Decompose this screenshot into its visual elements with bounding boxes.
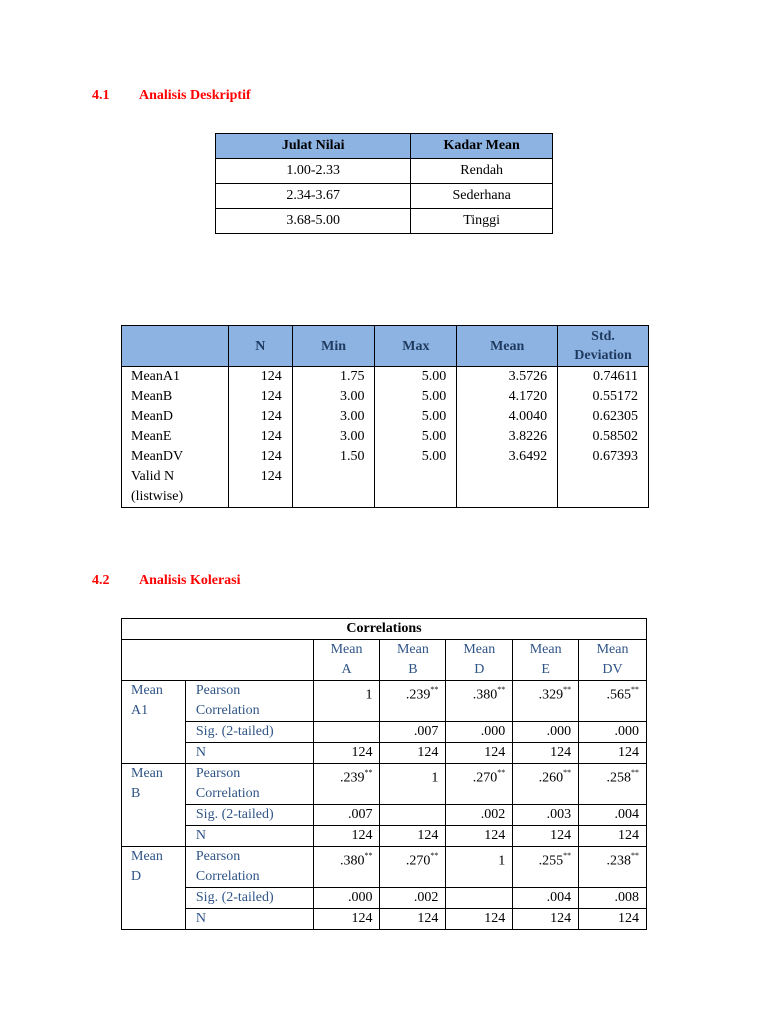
sig-cell: .000: [446, 722, 513, 743]
row-label: [122, 764, 186, 847]
table-row: [122, 888, 647, 909]
significance-marker: **: [563, 851, 572, 860]
correlation-cell: [380, 764, 446, 805]
column-header: [579, 640, 647, 681]
statistic-label: N: [185, 743, 313, 764]
significance-marker: **: [563, 685, 572, 694]
correlation-value: .239: [339, 770, 365, 786]
table-row: [122, 909, 647, 930]
sig-cell: [313, 722, 380, 743]
table-row: [216, 209, 553, 234]
table-header-row: [216, 134, 553, 159]
table-cell: 3.68-5.00: [216, 209, 411, 234]
column-header: [122, 326, 229, 367]
descriptive-stats-table: [121, 325, 649, 508]
correlation-value: .565: [606, 687, 631, 703]
row-label: [122, 681, 186, 764]
header-line: Std.: [591, 329, 615, 344]
n-cell: 124: [313, 743, 380, 764]
n-cell: 124: [446, 826, 513, 847]
significance-marker: **: [631, 851, 639, 860]
sig-cell: .002: [380, 888, 446, 909]
n-cell: 124: [313, 826, 380, 847]
correlation-cell: [446, 847, 513, 888]
n-cell: 124: [446, 909, 513, 930]
table-cell: Sederhana: [411, 184, 553, 209]
significance-marker: **: [364, 768, 373, 777]
table-cell: 124: [228, 447, 292, 467]
mean-level-table: [215, 133, 553, 234]
correlation-value: .238: [606, 853, 631, 869]
table-cell: 124: [228, 427, 292, 447]
row-label-line: Mean: [131, 766, 163, 781]
column-header: Kadar Mean: [411, 134, 553, 159]
correlation-value: .258: [606, 770, 631, 786]
n-cell: 124: [579, 743, 647, 764]
row-label: [122, 467, 229, 508]
table-row: [216, 184, 553, 209]
sig-cell: .004: [579, 805, 647, 826]
significance-marker: **: [497, 685, 506, 694]
significance-marker: **: [563, 768, 572, 777]
table-row: [122, 826, 647, 847]
table-row: [122, 447, 649, 467]
sig-cell: [446, 888, 513, 909]
significance-marker: **: [497, 768, 506, 777]
correlation-value: 1: [498, 853, 506, 869]
row-label: MeanDV: [122, 447, 229, 467]
header-line: Mean: [463, 642, 496, 657]
sig-cell: .000: [579, 722, 647, 743]
table-row: [122, 681, 647, 722]
statistic-label-line: Pearson: [195, 849, 241, 864]
table-cell: Tinggi: [411, 209, 553, 234]
statistic-label: Sig. (2-tailed): [185, 722, 313, 743]
correlation-cell: [446, 764, 513, 805]
table-cell: 0.55172: [558, 387, 649, 407]
row-label-line: (listwise): [131, 489, 184, 504]
correlation-cell: [513, 764, 579, 805]
section-title: Analisis Kolerasi: [139, 573, 241, 588]
table-cell: 124: [228, 467, 292, 508]
significance-marker: **: [631, 685, 639, 694]
section-number: 4.1: [92, 88, 110, 103]
table-cell: 124: [228, 387, 292, 407]
header-line: DV: [602, 662, 623, 677]
correlation-cell: [380, 847, 446, 888]
column-header: [313, 640, 380, 681]
table-cell: 3.6492: [457, 447, 558, 467]
correlation-cell: [579, 847, 647, 888]
sig-cell: .004: [513, 888, 579, 909]
header-line: D: [474, 662, 485, 677]
correlation-value: .260: [538, 770, 564, 786]
statistic-label: Sig. (2-tailed): [185, 805, 313, 826]
row-label-line: D: [131, 869, 142, 884]
n-cell: 124: [380, 909, 446, 930]
sig-cell: .007: [380, 722, 446, 743]
statistic-label-line: Correlation: [195, 703, 260, 718]
statistic-label-line: Correlation: [195, 786, 260, 801]
statistic-label: [185, 681, 313, 722]
table-row: [122, 722, 647, 743]
correlation-cell: [446, 681, 513, 722]
table-cell: 3.00: [292, 407, 375, 427]
significance-marker: **: [430, 851, 439, 860]
n-cell: 124: [579, 826, 647, 847]
table-row: [122, 427, 649, 447]
column-header: Julat Nilai: [216, 134, 411, 159]
table-cell: 1.00-2.33: [216, 159, 411, 184]
table-row: [122, 805, 647, 826]
correlation-cell: [313, 681, 380, 722]
row-label-line: Valid N: [131, 469, 175, 484]
table-cell: 3.00: [292, 427, 375, 447]
table-row: [122, 407, 649, 427]
statistic-label-line: Pearson: [195, 683, 241, 698]
row-label-line: Mean: [131, 849, 163, 864]
table-cell: 5.00: [375, 427, 457, 447]
table-row: [122, 387, 649, 407]
correlation-value: .380: [339, 853, 365, 869]
correlation-cell: [313, 764, 380, 805]
header-line: E: [541, 662, 550, 677]
row-label: MeanB: [122, 387, 229, 407]
correlation-value: .270: [405, 853, 431, 869]
header-line: Mean: [529, 642, 562, 657]
n-cell: 124: [513, 909, 579, 930]
table-cell: 124: [228, 407, 292, 427]
n-cell: 124: [380, 826, 446, 847]
correlations-table: [121, 618, 647, 930]
statistic-label: [185, 764, 313, 805]
table-row: [122, 743, 647, 764]
column-header: [558, 326, 649, 367]
correlation-cell: [513, 847, 579, 888]
correlation-value: .329: [538, 687, 564, 703]
correlation-value: .255: [538, 853, 564, 869]
table-cell: 0.67393: [558, 447, 649, 467]
table-row: [122, 367, 649, 388]
sig-cell: .000: [313, 888, 380, 909]
correlation-cell: [380, 681, 446, 722]
correlation-cell: [579, 681, 647, 722]
significance-marker: **: [631, 768, 639, 777]
row-label-line: A1: [131, 703, 149, 718]
significance-marker: **: [364, 851, 373, 860]
n-cell: 124: [380, 743, 446, 764]
table-cell: 4.1720: [457, 387, 558, 407]
statistic-label: N: [185, 826, 313, 847]
table-cell: Rendah: [411, 159, 553, 184]
table-cell: 5.00: [375, 387, 457, 407]
table-cell: [292, 467, 375, 508]
statistic-label-line: Correlation: [195, 869, 260, 884]
statistic-label: N: [185, 909, 313, 930]
column-header: [513, 640, 579, 681]
header-line: B: [408, 662, 418, 677]
row-label: MeanE: [122, 427, 229, 447]
n-cell: 124: [513, 743, 579, 764]
statistic-label: [185, 847, 313, 888]
sig-cell: .003: [513, 805, 579, 826]
correlation-value: 1: [431, 770, 439, 786]
table-cell: 2.34-3.67: [216, 184, 411, 209]
table-cell: 0.62305: [558, 407, 649, 427]
section-heading-4-2: [92, 573, 241, 589]
table-title: Correlations: [122, 619, 647, 640]
table-cell: [558, 467, 649, 508]
header-line: Deviation: [574, 348, 632, 363]
correlation-cell: [313, 847, 380, 888]
row-label: [122, 847, 186, 930]
header-line: Mean: [330, 642, 363, 657]
table-row: [122, 764, 647, 805]
row-label: MeanA1: [122, 367, 229, 388]
table-header-row: [122, 640, 647, 681]
table-cell: [375, 467, 457, 508]
correlation-cell: [513, 681, 579, 722]
section-heading-4-1: [92, 88, 251, 104]
row-label-line: Mean: [131, 683, 163, 698]
statistic-label-line: Pearson: [195, 766, 241, 781]
column-header: Max: [375, 326, 457, 367]
sig-cell: .007: [313, 805, 380, 826]
table-cell: 5.00: [375, 407, 457, 427]
correlations-body: [122, 681, 647, 930]
column-header: Mean: [457, 326, 558, 367]
correlation-value: .239: [405, 687, 431, 703]
n-cell: 124: [446, 743, 513, 764]
table-cell: 4.0040: [457, 407, 558, 427]
correlation-value: .380: [472, 687, 498, 703]
table-row: [122, 847, 647, 888]
column-header: Min: [292, 326, 375, 367]
n-cell: 124: [313, 909, 380, 930]
table-cell: 1.75: [292, 367, 375, 388]
table-cell: 5.00: [375, 447, 457, 467]
header-line: A: [341, 662, 352, 677]
header-line: Mean: [396, 642, 429, 657]
correlation-value: 1: [365, 687, 373, 703]
n-cell: 124: [579, 909, 647, 930]
sig-cell: [380, 805, 446, 826]
column-header: [122, 640, 314, 681]
column-header: [446, 640, 513, 681]
sig-cell: .002: [446, 805, 513, 826]
correlation-cell: [579, 764, 647, 805]
row-label: MeanD: [122, 407, 229, 427]
table-title-row: [122, 619, 647, 640]
correlation-value: .270: [472, 770, 498, 786]
table-cell: 1.50: [292, 447, 375, 467]
sig-cell: .008: [579, 888, 647, 909]
column-header: N: [228, 326, 292, 367]
table-header-row: [122, 326, 649, 367]
table-cell: 3.00: [292, 387, 375, 407]
table-cell: 3.5726: [457, 367, 558, 388]
row-label-line: B: [131, 786, 141, 801]
sig-cell: .000: [513, 722, 579, 743]
column-header: [380, 640, 446, 681]
table-cell: [457, 467, 558, 508]
significance-marker: **: [430, 685, 439, 694]
table-row: [122, 467, 649, 508]
section-number: 4.2: [92, 573, 110, 588]
table-cell: 0.58502: [558, 427, 649, 447]
table-cell: 0.74611: [558, 367, 649, 388]
table-cell: 3.8226: [457, 427, 558, 447]
table-row: [216, 159, 553, 184]
header-line: Mean: [596, 642, 629, 657]
statistic-label: Sig. (2-tailed): [185, 888, 313, 909]
table-cell: 124: [228, 367, 292, 388]
section-title: Analisis Deskriptif: [139, 88, 251, 103]
table-cell: 5.00: [375, 367, 457, 388]
n-cell: 124: [513, 826, 579, 847]
